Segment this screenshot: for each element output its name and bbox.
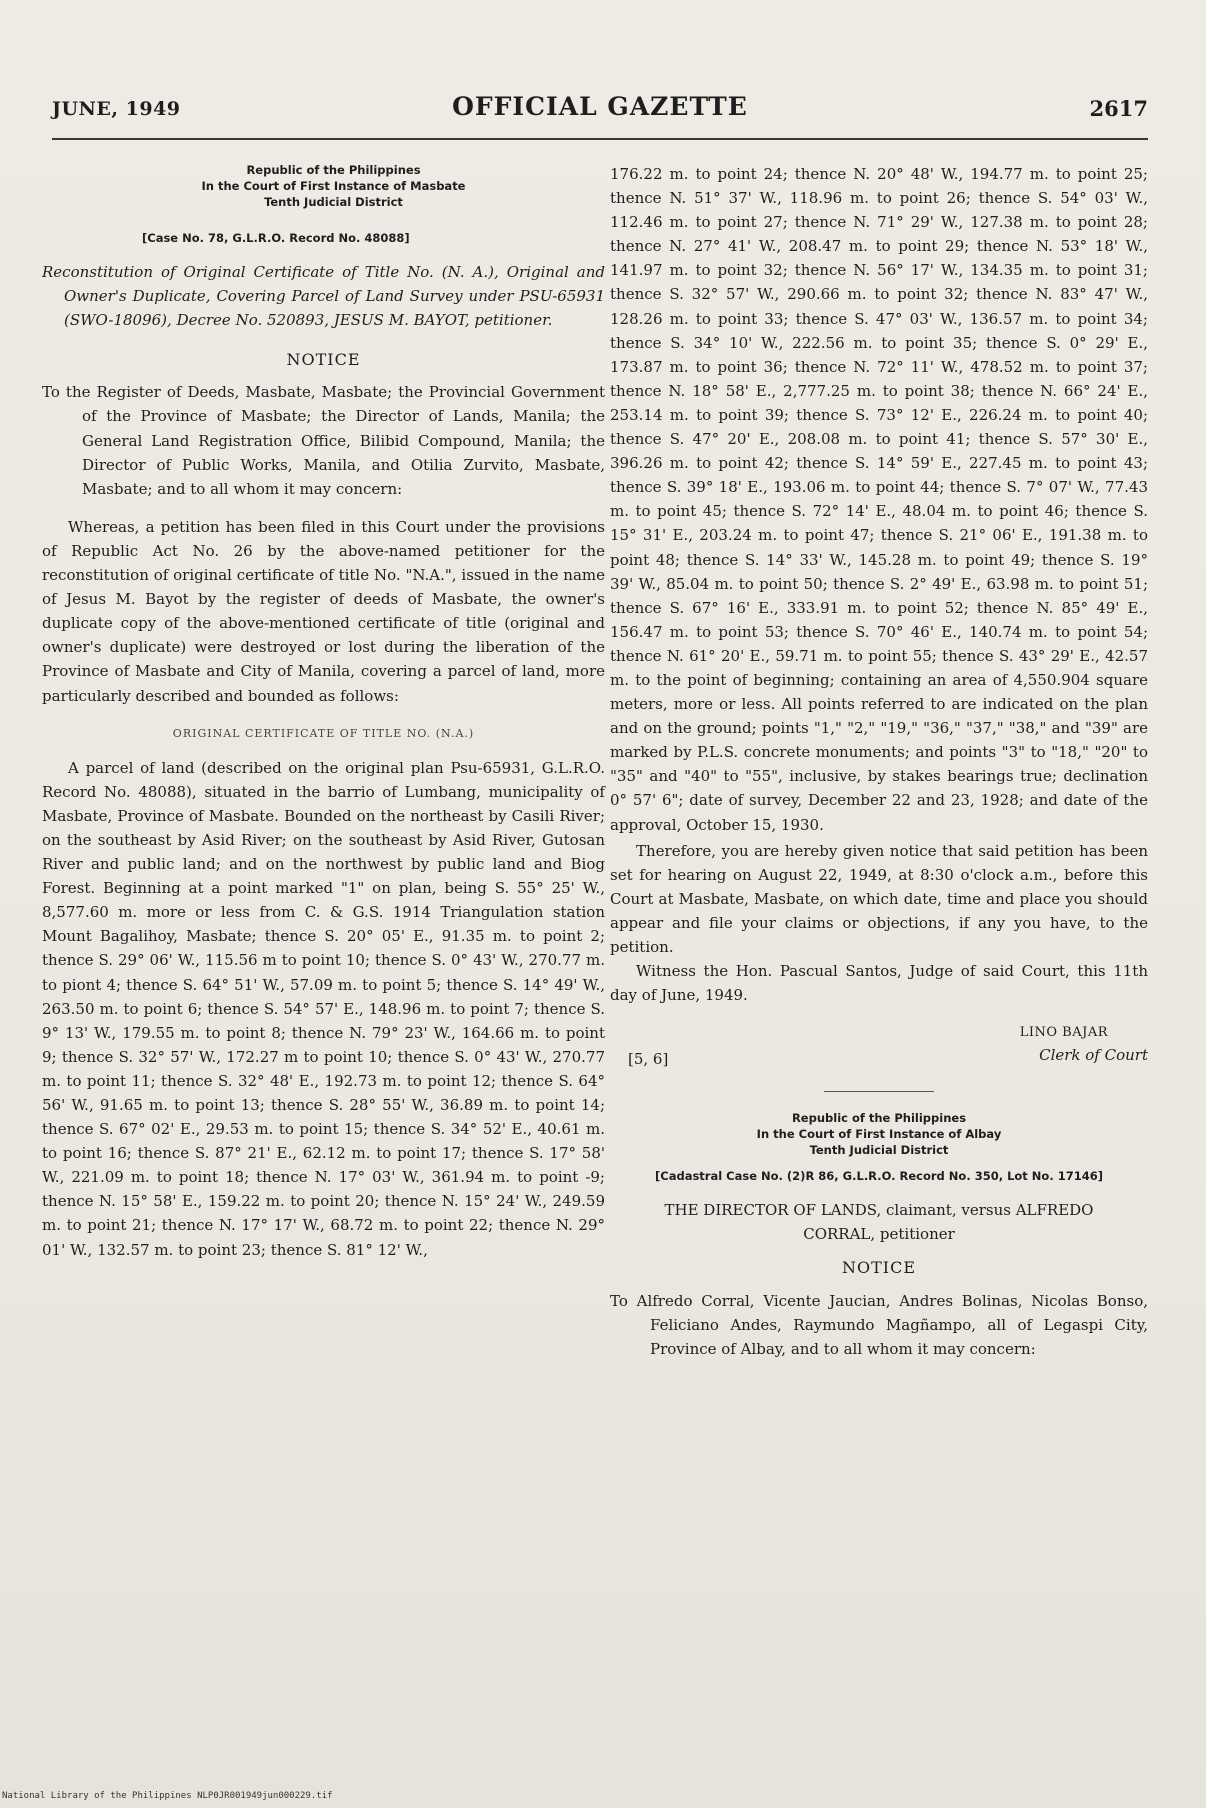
addressees-2: To Alfredo Corral, Vicente Jaucian, Andres Bolinas, Nicolas Bonso, Feliciano Andes, Raymundo Magñampo, all of Legaspi City, Province of Albay, and to all whom it may concern: bbox=[610, 1291, 1148, 1358]
parcel-description-part-2: 176.22 m. to point 24; thence N. 20° 48' W., 194.77 m. to point 25; thence N. 51° 37' W., 118.96 m. to point 26; thence S. 54° 03' W., 112.46 m. to point 27; thence N. 71° 29' W., 127.38 m. to point 28; thence N. 27° 41' W., 208.47 m. to point 29; thence N. 53° 18' W., 141.97 m. to point 32; thence N. 56° 17' W., 134.35 m. to point 31; thence S. 32° 57' W., 290.66 m. to point 32; thence N. 83° 47' W., 128.26 m. to point 33; thence S. 47° 03' W., 136.57 m. to point 34; thence S. 34° 10' W., 222.56 m. to point 35; thence S. 0° 29' E., 173.87 m. to point 36; thence N. 72° 11' W., 478.52 m. to point 37; thence N. 18° 58' E., 2,777.25 m. to point 38; thence N. 66° 24' E., 253.14 m. to point 39; thence S. 73° 12' E., 226.24 m. to point 40; thence S. 47° 20' E., 208.08 m. to point 41; thence S. 57° 30' E., 396.26 m. to point 42; thence S. 14° 59' E., 227.45 m. to point 43; thence S. 39° 18' E., 193.06 m. to point 44; thence S. 7° 07' W., 77.43 m. to point 45; thence S. 72° 14' E., 48.04 m. to point 46; thence S. 15° 31' E., 203.24 m. to point 47; thence S. 21° 06' E., 191.38 m. to point 48; thence S. 14° 33' W., 145.28 m. to point 49; thence S. 19° 39' W., 85.04 m. to point 50; thence S. 2° 49' E., 63.98 m. to point 51; thence S. 67° 16' E., 333.91 m. to point 52; thence N. 85° 49' E., 156.47 m. to point 53; thence S. 70° 46' E., 140.74 m. to point 54; thence N. 61° 20' E., 59.71 m. to point 55; thence S. 43° 29' E., 42.57 m. to the point of beginning; containing an area of 4,550.904 square meters, more or less. All points referred to are indicated on the plan and on the ground; points "1," "2," "19," "36," "37," "38," and "39" are marked by P.L.S. concrete monuments; and points "3" to "18," "20" to "35" and "40" to "55", inclusive, by stakes bearings true; declination 0° 57' 6"; date of survey, December 22 and 23, 1928; and date of the approval, October 15, 1930. bbox=[610, 165, 1148, 834]
case-caption: Reconstitution of Original Certificate of Title No. (N. A.), Original and Owner's Duplicate, Covering Parcel of Land Survey under PSU-65931 (SWO-18096), Decree No. 520893, JESUS M. BAYOT, petitioner. bbox=[42, 263, 605, 330]
header-rule bbox=[52, 138, 1148, 140]
case-number: [Case No. 78, G.L.R.O. Record No. 48088] bbox=[142, 231, 410, 245]
parties-line-2: CORRAL, petitioner bbox=[803, 1225, 955, 1244]
header-title: OFFICIAL GAZETTE bbox=[452, 92, 748, 121]
court-line-2: In the Court of First Instance of Albay bbox=[756, 1127, 1002, 1142]
notice-title-2: NOTICE bbox=[841, 1258, 917, 1278]
right-column bbox=[605, 162, 1148, 1375]
court-line-3: Tenth Judicial District bbox=[264, 195, 403, 209]
case-number-2: [Cadastral Case No. (2)R 86, G.L.R.O. Record No. 350, Lot No. 17146] bbox=[655, 1169, 1103, 1184]
left-column bbox=[42, 162, 605, 1262]
witness-paragraph: Witness the Hon. Pascual Santos, Judge of said Court, this 11th day of June, 1949. bbox=[610, 962, 1148, 1005]
page-header bbox=[52, 92, 1148, 132]
court-heading bbox=[42, 162, 605, 210]
whereas-paragraph: Whereas, a petition has been filed in this Court under the provisions of Republic Act No. 26 by the above-named petitioner for the reconstitution of original certificate of title No. "N.A.", issued in the name of Jesus M. Bayot by the register of deeds of Masbate, the owner's duplicate copy of the above-mentioned certificate of title (original and owner's duplicate) were destroyed or lost during the liberation of the Province of Masbate and City of Manila, covering a parcel of land, more particularly described and bounded as follows: bbox=[42, 517, 605, 705]
certificate-subheading: ORIGINAL CERTIFICATE OF TITLE NO. (N.A.) bbox=[172, 726, 475, 740]
parties-line-1: THE DIRECTOR OF LANDS, claimant, versus ALFREDO bbox=[664, 1201, 1094, 1220]
therefore-paragraph: Therefore, you are hereby given notice that said petition has been set for hearing on August 22, 1949, at 8:30 o'clock a.m., before this Court at Masbate, Masbate, on which date, time and place you should appear and file your claims or objections, if any you have, to the petition. bbox=[610, 841, 1148, 956]
court-line-2: In the Court of First Instance of Masbate bbox=[201, 179, 466, 193]
header-date: JUNE, 1949 bbox=[52, 98, 181, 120]
signature-block bbox=[610, 1021, 1148, 1075]
parcel-description-part-1: A parcel of land (described on the original plan Psu-65931, G.L.R.O. Record No. 48088), situated in the barrio of Lumbang, municipality of Masbate, Province of Masbate. Bounded on the northeast by Casili River; on the southeast by Asid River; on the southeast by Asid River, Gutosan River and public land; and on the northwest by public land and Biog Forest. Beginning at a point marked "1" on plan, being S. 55° 25' W., 8,577.60 m. more or less from C. & G.S. 1914 Triangulation station Mount Bagalihoy, Masbate; thence S. 20° 05' E., 91.35 m. to point 2; thence S. 29° 06' W., 115.56 m to point 10; thence S. 0° 43' W., 270.77 m. to piont 4; thence S. 64° 51' W., 57.09 m. to point 5; thence S. 14° 49' W., 263.50 m. to point 6; thence S. 54° 57' E., 148.96 m. to point 7; thence S. 9° 13' W., 179.55 m. to point 8; thence N. 79° 23' W., 164.66 m. to point 9; thence S. 32° 57' W., 172.27 m to point 10; thence S. 0° 43' W., 270.77 m. to point 11; thence S. 32° 48' E., 192.73 m. to point 12; thence S. 64° 56' W., 91.65 m. to point 13; thence S. 28° 55' W., 36.89 m. to point 14; thence S. 67° 02' E., 29.53 m. to point 15; thence S. 34° 52' E., 40.61 m. to point 16; thence S. 87° 21' E., 62.12 m. to point 17; thence S. 17° 58' W., 221.09 m. to point 18; thence N. 17° 03' W., 361.94 m. to point -9; thence N. 15° 58' E., 159.22 m. to point 20; thence N. 15° 24' W., 249.59 m. to point 21; thence N. 17° 17' W., 68.72 m. to point 22; thence N. 29° 01' W., 132.57 m. to point 23; thence S. 81° 12' W., bbox=[42, 758, 605, 1259]
addressees: To the Register of Deeds, Masbate, Masbate; the Provincial Government of the Province of Masbate; the Director of Lands, Manila; the General Land Registration Office, Bilibid Compound, Manila; the Director of Public Works, Manila, and Otilia Zurvito, Masbate, Masbate; and to all whom it may concern: bbox=[42, 383, 605, 498]
signatory-title: Clerk of Court bbox=[1039, 1046, 1148, 1065]
notice-title: NOTICE bbox=[286, 350, 361, 370]
scan-footer: National Library of the Philippines NLP0JR001949jun000229.tif bbox=[2, 1791, 333, 1801]
signatory-name: LINO BAJAR bbox=[1019, 1025, 1108, 1041]
court-line-1: Republic of the Philippines bbox=[791, 1111, 967, 1126]
case-parties bbox=[610, 1198, 1148, 1246]
publication-reference: [5, 6] bbox=[628, 1050, 669, 1069]
court-line-1: Republic of the Philippines bbox=[246, 163, 421, 177]
court-line-3: Tenth Judicial District bbox=[809, 1143, 949, 1158]
notice-divider bbox=[824, 1091, 934, 1092]
page-number: 2617 bbox=[1089, 96, 1148, 121]
court-heading-2 bbox=[610, 1110, 1148, 1158]
